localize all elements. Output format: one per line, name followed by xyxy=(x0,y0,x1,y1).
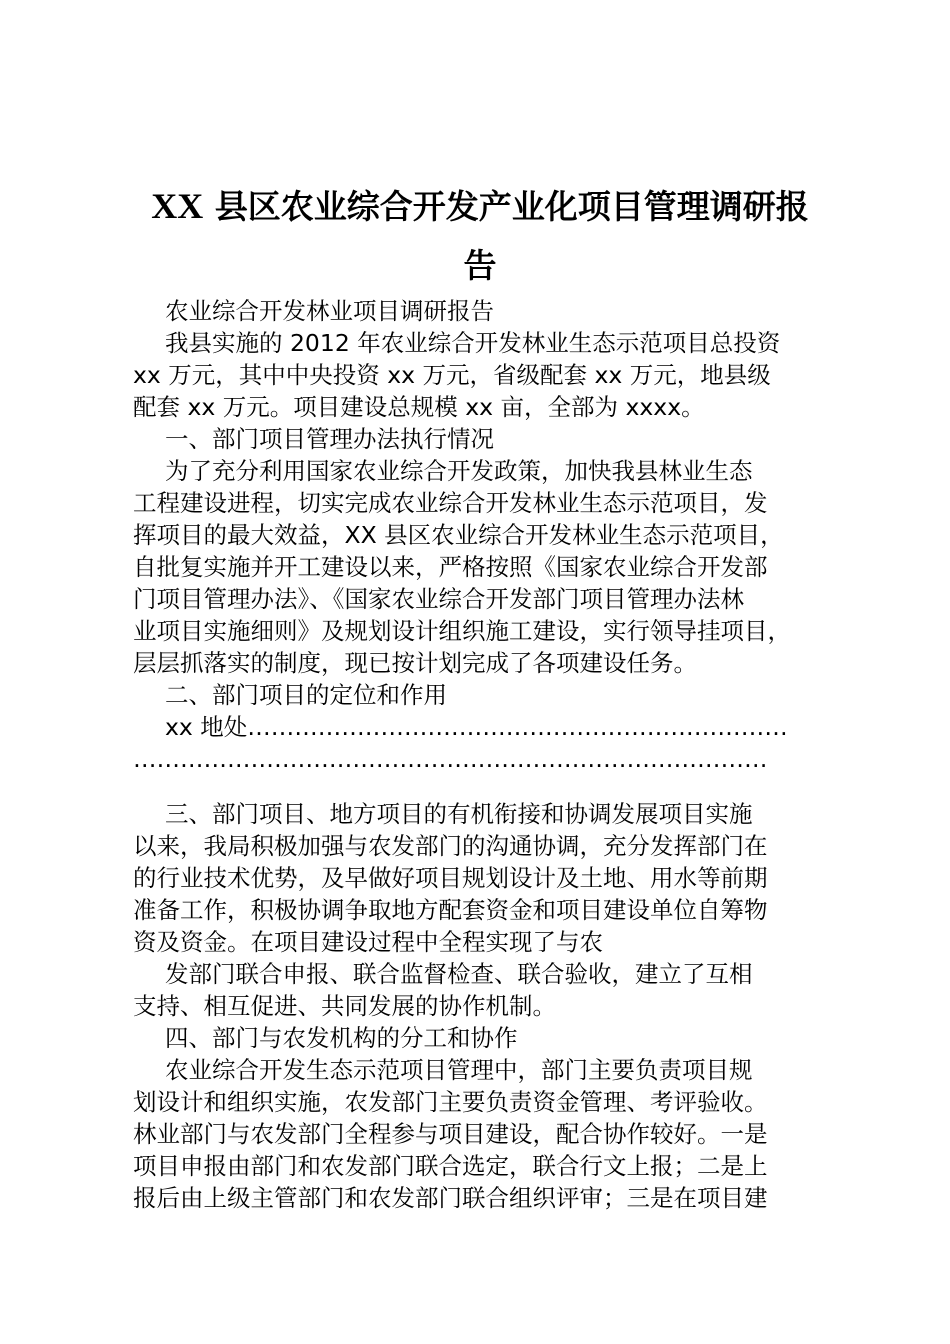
paragraph-line: 项目申报由部门和农发部门联合选定，联合行文上报；二是上 xyxy=(133,1152,768,1180)
paragraph-line: 发部门联合申报、联合监督检查、联合验收，建立了互相 xyxy=(165,960,753,988)
paragraph-line: 门项目管理办法》、《国家农业综合开发部门项目管理办法林 xyxy=(133,585,744,613)
paragraph-line: xx 万元，其中中央投资 xx 万元，省级配套 xx 万元，地县级 xyxy=(133,361,771,389)
paragraph-line: 报后由上级主管部门和农发部门联合组织评审；三是在项目建 xyxy=(133,1184,768,1212)
paragraph-line: 业项目实施细则》及规划设计组织施工建设，实行领导挂项目， xyxy=(133,617,791,645)
section-heading: 三、部门项目、地方项目的有机衔接和协调发展项目实施 xyxy=(165,800,753,828)
paragraph-line: 林业部门与农发部门全程参与项目建设，配合协作较好。一是 xyxy=(133,1120,768,1148)
document-title-line-2: 告 xyxy=(463,246,497,285)
paragraph-line: xx 地处…………………………………………………………… xyxy=(165,713,788,741)
paragraph-line: 以来，我局积极加强与农发部门的沟通协调，充分发挥部门在 xyxy=(133,832,768,860)
paragraph-line: 工程建设进程，切实完成农业综合开发林业生态示范项目，发 xyxy=(133,489,768,517)
paragraph-line: ……………………………………………………………………… xyxy=(133,745,768,773)
title-text: 县区农业综合开发产业化项目管理调研报 xyxy=(203,187,809,226)
title-prefix: XX xyxy=(151,186,204,226)
subtitle-line: 农业综合开发林业项目调研报告 xyxy=(165,297,494,325)
paragraph-line: 支持、相互促进、共同发展的协作机制。 xyxy=(133,992,556,1020)
paragraph-line: 的行业技术优势，及早做好项目规划设计及土地、用水等前期 xyxy=(133,864,768,892)
paragraph-line: 准备工作，积极协调争取地方配套资金和项目建设单位自筹物 xyxy=(133,896,768,924)
section-heading: 一、部门项目管理办法执行情况 xyxy=(165,425,494,453)
document-title-line-1 xyxy=(120,186,840,227)
paragraph-line: 农业综合开发生态示范项目管理中，部门主要负责项目规 xyxy=(165,1056,753,1084)
paragraph-line: 层层抓落实的制度，现已按计划完成了各项建设任务。 xyxy=(133,649,697,677)
paragraph-line: 挥项目的最大效益，XX 县区农业综合开发林业生态示范项目， xyxy=(133,521,784,549)
paragraph-line: 资及资金。在项目建设过程中全程实现了与农 xyxy=(133,928,603,956)
paragraph-line: 配套 xx 万元。项目建设总规模 xx 亩，全部为 xxxx。 xyxy=(133,393,705,421)
paragraph-line: 我县实施的 2012 年农业综合开发林业生态示范项目总投资 xyxy=(165,329,781,357)
paragraph-line: 自批复实施并开工建设以来，严格按照《国家农业综合开发部 xyxy=(133,553,768,581)
section-heading: 四、部门与农发机构的分工和协作 xyxy=(165,1024,518,1052)
paragraph-line: 划设计和组织实施，农发部门主要负责资金管理、考评验收。 xyxy=(133,1088,768,1116)
section-heading: 二、部门项目的定位和作用 xyxy=(165,681,447,709)
paragraph-line: 为了充分利用国家农业综合开发政策，加快我县林业生态 xyxy=(165,457,753,485)
